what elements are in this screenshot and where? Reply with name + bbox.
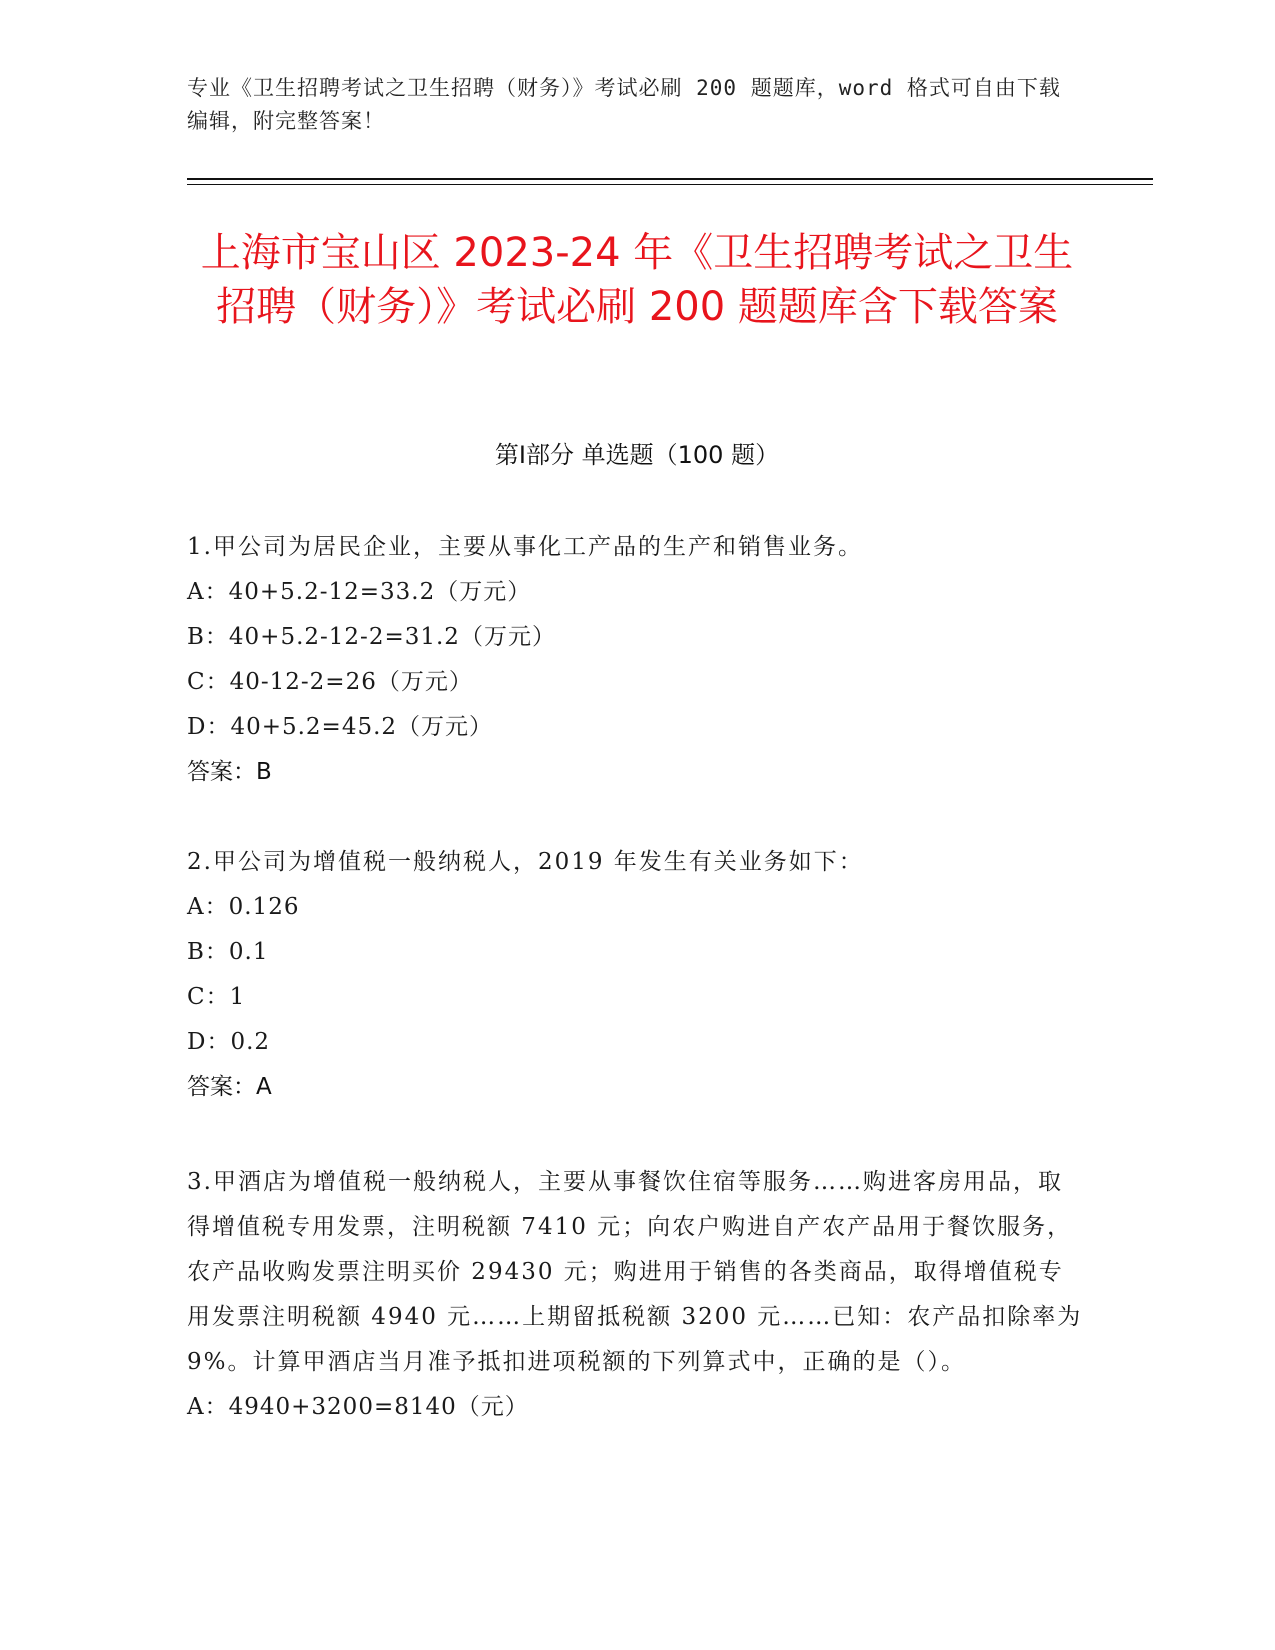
header-divider-thick [187, 178, 1153, 180]
section-title: 第Ⅰ部分 单选题（100 题） [494, 441, 780, 469]
option-c: C：1 [187, 984, 246, 1010]
option-b: B：0.1 [187, 939, 269, 965]
document-title: 上海市宝山区 2023-24 年《卫生招聘考试之卫生招聘（财务）》考试必刷 200 题题库含下载答案 [200, 230, 1074, 330]
header-divider-thin [187, 184, 1153, 185]
question-1 [187, 525, 1087, 795]
option-a: A：4940+3200=8140（元） [187, 1394, 529, 1420]
option-d: D：40+5.2=45.2（万元） [187, 714, 494, 740]
question-2 [187, 840, 1087, 1110]
answer-key: 答案：B [187, 759, 272, 785]
answer-key: 答案：A [187, 1074, 272, 1100]
option-a: A：40+5.2-12=33.2（万元） [187, 579, 532, 605]
question-stem: 2.甲公司为增值税一般纳税人，2019 年发生有关业务如下： [187, 849, 864, 875]
question-3 [187, 1160, 1087, 1430]
option-a: A：0.126 [187, 894, 300, 920]
question-stem: 1.甲公司为居民企业，主要从事化工产品的生产和销售业务。 [187, 534, 863, 560]
option-b: B：40+5.2-12-2=31.2（万元） [187, 624, 556, 650]
option-d: D：0.2 [187, 1029, 271, 1055]
header-note: 专业《卫生招聘考试之卫生招聘（财务）》考试必刷 200 题题库，word 格式可自由下载编辑，附完整答案！ [187, 76, 1061, 133]
option-c: C：40-12-2=26（万元） [187, 669, 473, 695]
question-stem: 3.甲酒店为增值税一般纳税人，主要从事餐饮住宿等服务……购进客房用品，取得增值税专用发票，注明税额 7410 元；向农户购进自产农产品用于餐饮服务，农产品收购发票注明买价 29430 元；购进用于销售的各类商品，取得增值税专用发票注明税额 4940 元……上期留抵税额 3200 元……已知：农产品扣除率为 9%。计算甲酒店当月准予抵扣进项税额的下列算式中，正确的是（）。 [187, 1169, 1083, 1375]
